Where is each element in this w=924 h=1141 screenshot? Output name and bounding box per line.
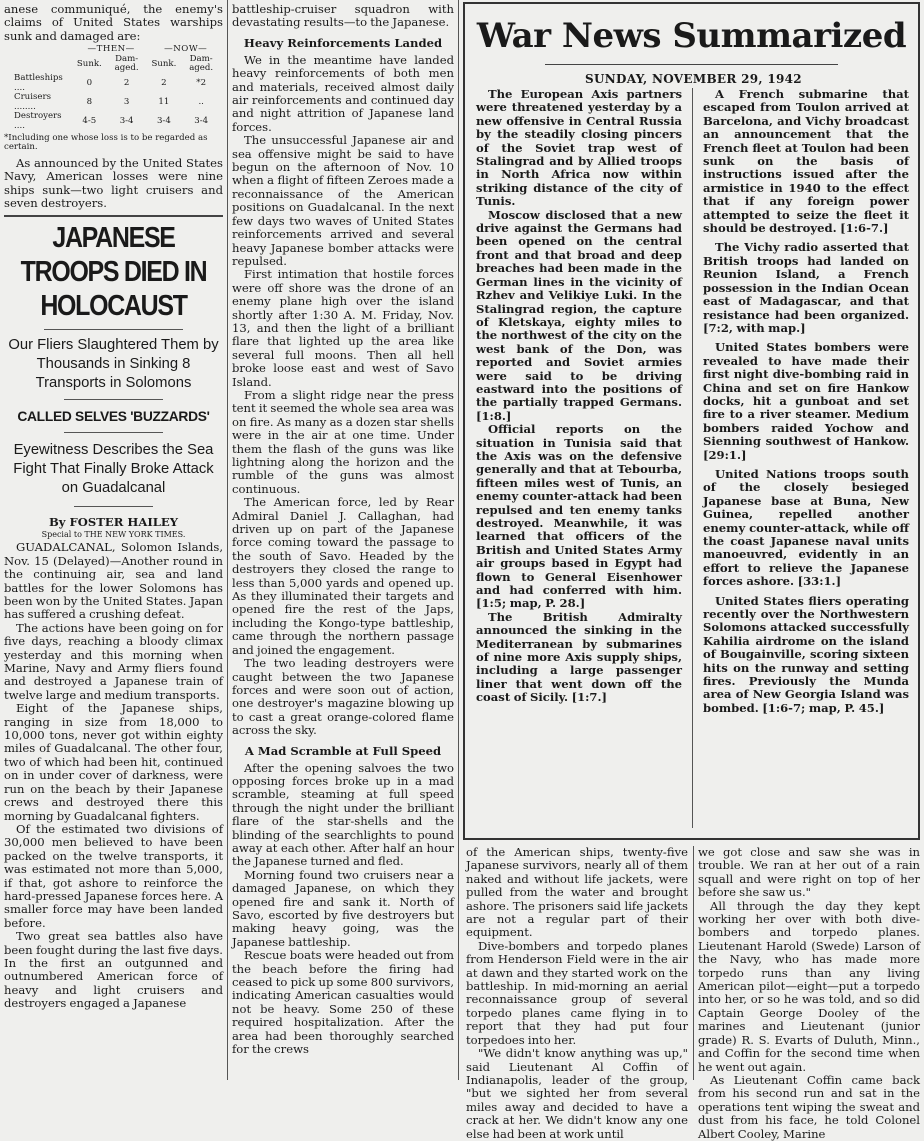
subhead-mad-scramble: A Mad Scramble at Full Speed [244,743,442,758]
paragraph: As Lieutenant Coffin came back from his second run and sat in the operations tent wiping the sweat and dust from his face, he told Colonel Albert Cooley, Marine [698,1072,920,1141]
special-credit: Special to THE NEW YORK TIMES. [41,530,186,540]
paragraph: Of the estimated two divisions of 30,000 men believed to have been packed on the twelve transports, it was estimated not more than 5,000, if that, got ashore to reinforce the hard-pressed Japanese forces here. A smaller force may have been landed before. [4,821,223,930]
paragraph: The unsuccessful Japanese air and sea offensive might be said to have begun on the afternoon of Nov. 10 when a flight of fifteen Zeroes made a reconnaissance of the American positions on Guadalcanal. In the next few days two waves of United States reinforcements arrived and several heavy Japanese bomber attacks were repulsed. [232,133,454,268]
then-label: —THEN— [87,44,135,55]
paragraph: The European Axis partners were threatened yesterday by a new offensive in Central Russia by the steadily closing pincers of the Soviet trap west of Stalingrad and by Allied troops in North Africa now within striking distance of the city of Tunis. [476,87,682,209]
paragraph: GUADALCANAL, Solomon Islands, Nov. 15 (Delayed)—Another round in the continuing air, sea and land battles for the lower Solomons has been won by the United States. Japan has suffered a crushing defeat. [4,540,223,622]
header-cell: Sunk. [76,58,102,69]
navy-losses-text: As announced by the United States Navy, American losses were nine ships sunk—two light cruisers and seven destroyers. [4,155,223,210]
summary-left-column [476,88,682,836]
paragraph: of the American ships, twenty-five Japanese survivors, nearly all of them naked and without life jackets, were pulled from the water and brought ashore. The prisoners said life jackets are not a regular part of their equipment. [466,845,688,940]
communique-text: anese communiqué, the enemy's claims of United States warships sunk and damaged are: [4,2,223,43]
paragraph: Dive-bombers and torpedo planes from Henderson Field were in the air at dawn and they started work on the battleship. In mid-morning an aerial reconnaissance group of several torpedo planes came flying in to report that they had put four torpedoes into her. [466,938,688,1047]
paragraph: United Nations troops south of the closely besieged Japanese base at Buna, New Guinea, repelled another enemy counter-attack, while off the coast Japanese naval units manoeuvred, evidently in an effort to relieve the Japanese forces ashore. [33:1.] [703,466,909,589]
war-news-summary-box [463,2,920,840]
summary-right-column [703,88,909,836]
paragraph: All through the day they kept working her over with both dive-bombers and torpedo planes. Lieutenant Harold (Swede) Larson of the Navy, who has made more torpedo runs than any living American pilot—eight—put a torpedo into her, or so he was told, and so did Captain George Dooley of the marines and Lieutenant (junior grade) R. S. Evarts of Duluth, Minn., and Coffin for the second time when he went out again. [698,898,920,1074]
table-row: Cruisers ........ 8 3 11 .. [14,92,204,112]
paragraph: "We didn't know anything was up," said Lieutenant Al Coffin of Indianapolis, leader of the group, "but we sighted her from several miles away and decided to have a crack at her. We didn't know any one else had been at work until [466,1046,688,1141]
deck-1: Our Fliers Slaughtered Them by Thousands in Sinking 8 Transports in Solomons [8,337,219,392]
paragraph: Two great sea battles also have been fought during the last five days. In the first an outgunned and outnumbered American force of heavy and light cruisers and destroyers engaged a Japanese [4,929,223,1011]
paragraph: First intimation that hostile forces were off shore was the drone of an enemy plane high over the island shortly after 1:30 A. M. Friday, Nov. 13, and then the light of a brilliant flare that lighted up the area like several full moons. Then all hell broke loose east and west of Savo Island. [232,267,454,389]
header-cell [14,55,74,74]
deck-3: Eyewitness Describes the Sea Fight That Finally Broke Attack on Guadalcanal [13,442,214,497]
column-rule [693,846,694,1080]
paragraph: Moscow disclosed that a new drive against the Germans had been opened on the central front and that broad and deep breaches had been made in the German lines in the vicinity of Rzhev and Velikiye Luki. In the Stalingrad region, the capture of Kletskaya, eighty miles to the northwest of the city on the west bank of the Don, was reported and Soviet armies were said to be driving eastward into the positions of the partially trapped Germans. [1:8.] [476,207,682,423]
column-rule [692,88,693,828]
paragraph: After the opening salvoes the two opposing forces broke up in a mad scramble, steaming at full speed through the night under the brilliant flare of the star-shells and the blinding of the searchlights to pound away at each other. After half an hour the Japanese turned and fled. [232,760,454,869]
paragraph: The actions have been going on for five days, reaching a bloody climax yesterday and this morning when Marine, Navy and Army fliers found and destroyed a Japanese train of twelve large and medium transports. [4,620,223,702]
header-cell: Dam-aged. [114,53,139,74]
paragraph: The American force, led by Rear Admiral Daniel J. Callaghan, had driven up on part of the Japanese force coming toward the passage to the south of Savo. Headed by the destroyers they closed the range to less than 5,000 yards and opened up. As they illuminated their targets and opened fire the rest of the Japs, including the Kongo-type battleship, came through the northern passage and joined the engagement. [232,495,454,657]
paragraph: We in the meantime have landed heavy reinforcements of both men and materials, received almost daily air reinforcements and continued day and night attrition of Japanese land forces. [232,52,454,134]
table-footnote: *Including one whose loss is to be regarded as certain. [4,132,208,153]
column-1 [4,3,223,1080]
main-headline: JAPANESE TROOPS DIED IN HOLOCAUST [20,222,207,323]
divider [74,506,153,507]
header-cell: Sunk. [151,58,177,69]
divider [64,399,163,400]
subhead-reinforcements: Heavy Reinforcements Landed [243,35,443,50]
now-label: —NOW— [164,44,208,55]
table-row: Battleships .... 0 2 2 *2 [14,73,207,93]
byline: By FOSTER HAILEY [48,515,179,530]
paragraph: The two leading destroyers were caught between the two Japanese forces and were soon out of action, one destroyer's magazine blowing up to cast a great orange-colored flame across the sky. [232,656,454,738]
paragraph: Official reports on the situation in Tunisia said that the Axis was on the defensive generally and that at Tebourba, fifteen miles west of Tunis, an enemy counter-attack had been repulsed and ten enemy tanks destroyed. Meanwhile, it was learned that officers of the British and United States Army air groups based in Egypt had flown to General Eisenhower and had conferred with him. [1:5; map, P. 28.] [476,422,682,611]
paragraph: From a slight ridge near the press tent it seemed the whole sea area was on fire. As many as a dozen star shells were in the air at one time. Under them the flash of the guns was like lightning along the horizon and the rumble of the guns was almost continuous. [232,387,454,496]
column-3-continued [466,845,688,1141]
paragraph: United States fliers operating recently over the Northwestern Solomons attacked successfully Kahilia airdrome on the island of Bougainville, scoring sixteen hits on the runway and setting fires. Previously the Munda area of New Georgia Island was bombed. [1:6-7; map, P. 45.] [703,593,909,715]
divider [44,329,183,330]
paragraph: The Vichy radio asserted that British troops had landed on Reunion Island, a French possession in the Indian Ocean east of Madagascar, and that resistance had been organized. [7:2, with map.] [703,240,909,335]
paragraph: The British Admiralty announced the sinking in the Mediterranean by submarines of nine more Axis supply ships, including a large passenger liner that went down off the coast of Sicily. [1:7.] [476,609,682,705]
divider [545,64,838,65]
column-4-continued [698,845,920,1141]
paragraph: Eight of the Japanese ships, ranging in size from 18,000 to 10,000 tons, never got within eighty miles of Guadalcanal. The other four, two of which had been hit, continued on in under cover of darkness, were run on the beach by their Japanese crews and destroyed there this morning by Guadalcanal fighters. [4,701,223,823]
paragraph: battleship-cruiser squadron with devastating results—to the Japanese. [232,2,454,30]
paragraph: A French submarine that escaped from Toulon arrived at Barcelona, and Vichy broadcast an announcement that the French fleet at Toulon had been sunk on the basis of instructions issued after the armistice in 1940 to the effect that if any foreign power attempted to seize the fleet it should be destroyed. [1:6-7.] [703,87,909,236]
column-rule [458,0,459,1080]
column-2 [232,3,454,1080]
header-cell: Dam-aged. [189,53,214,74]
casualty-table [14,45,223,131]
column-rule [227,0,228,1080]
summary-title: War News Summarized [476,16,907,56]
paragraph: Morning found two cruisers near a damaged Japanese, on which they opened fire and sank it. North of Savo, escorted by five destroyers but making heavy going, was the Japanese battleship. [232,867,454,949]
summary-date: SUNDAY, NOVEMBER 29, 1942 [585,72,802,86]
paragraph: we got close and saw she was in trouble. We ran at her out of a rain squall and were right on top of her before she saw us." [698,845,920,900]
paragraph: Rescue boats were headed out from the beach before the firing had ceased to pick up some 800 survivors, indicating American casualties would not be heavy. Some 250 of these required hospitalization. After the area had been thoroughly searched for the crews [232,948,454,1057]
table-row: Destroyers .... 4-5 3-4 3-4 3-4 [14,111,209,131]
divider [4,215,223,217]
deck-2: CALLED SELVES 'BUZZARDS' [17,409,210,425]
paragraph: United States bombers were revealed to have made their first night dive-bombing raid in China and set on fire Hankow docks, hit a gunboat and set fire to a river steamer. Medium bombers raided Yochow and Sienning southwest of Hankow. [29:1.] [703,340,909,462]
divider [64,432,163,433]
